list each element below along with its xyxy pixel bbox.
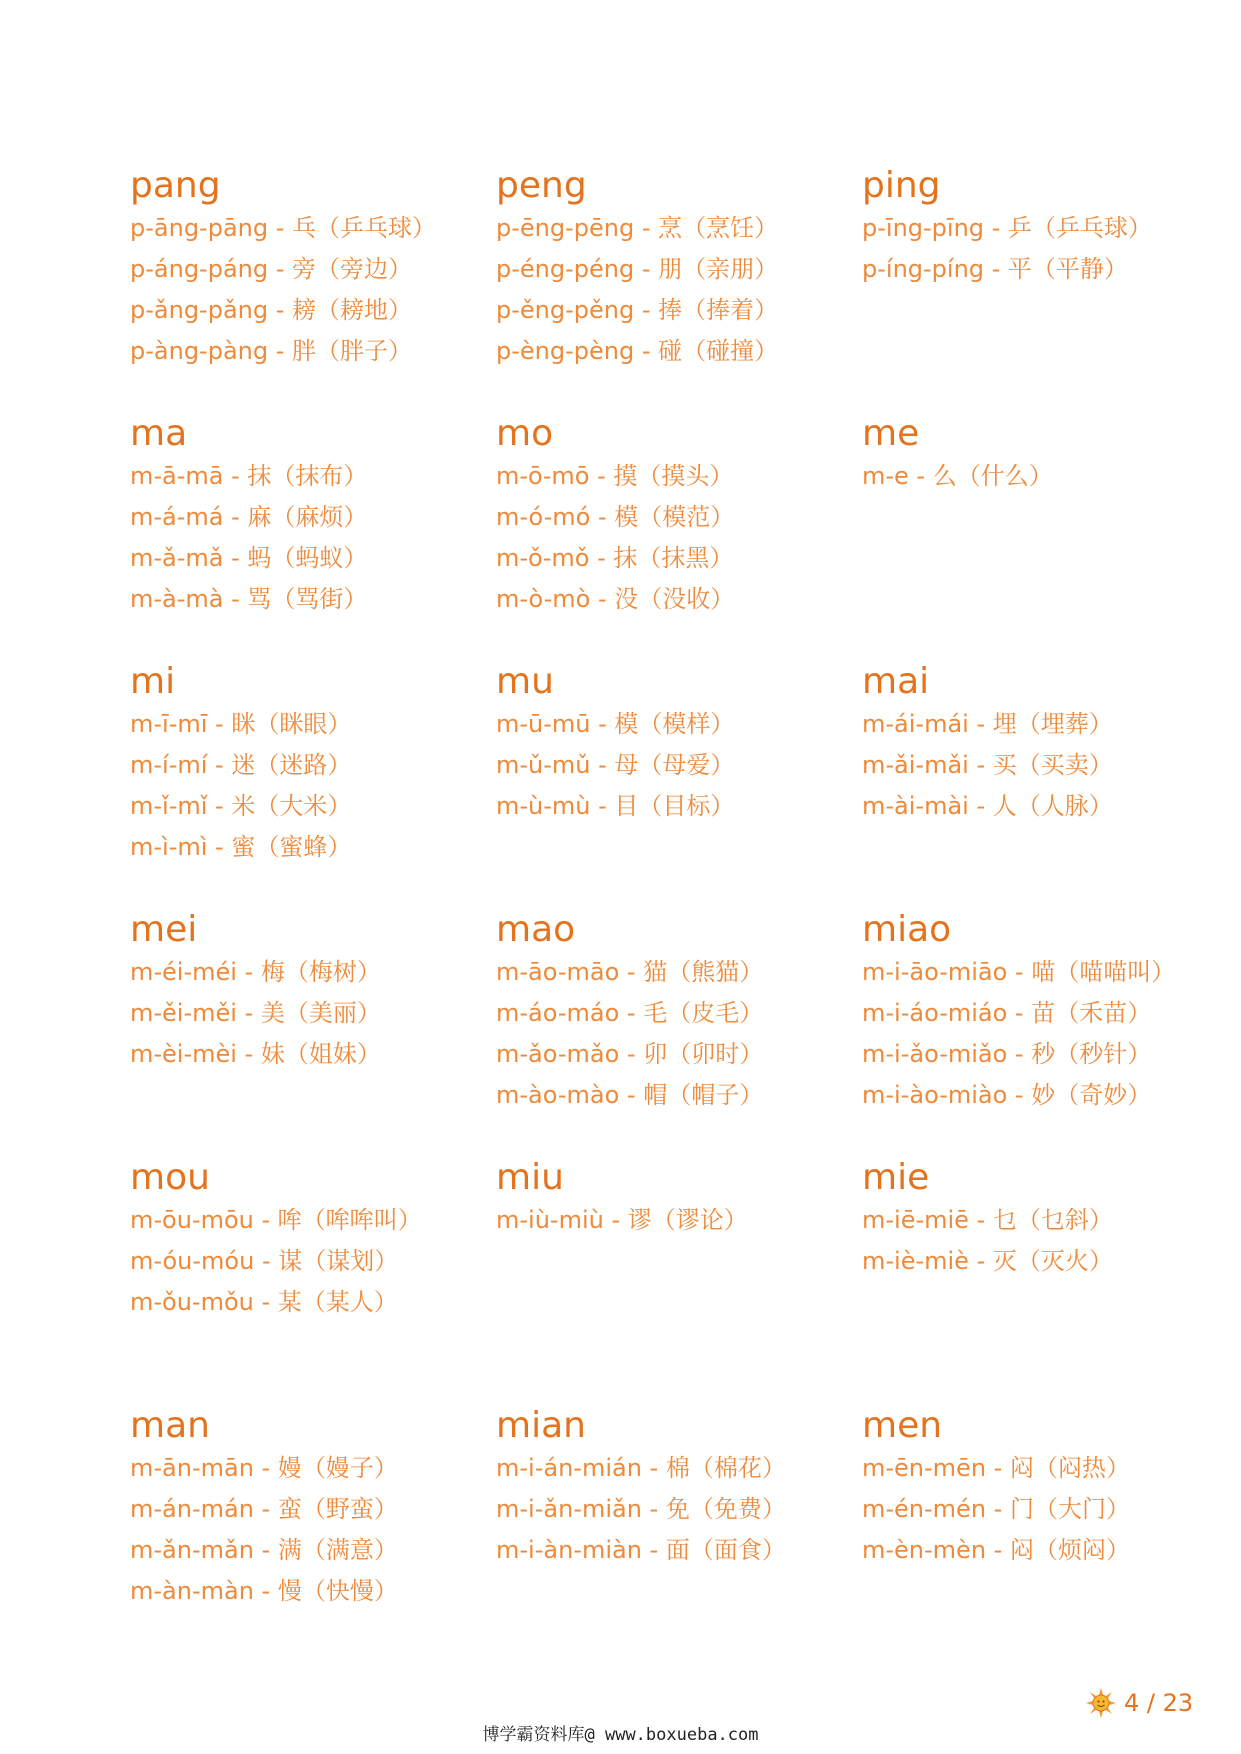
syllable-heading: mi [130, 661, 176, 702]
syllable-group-mie [862, 1157, 1228, 1408]
syllable-grid [130, 165, 1228, 1656]
syllable-heading: mu [496, 661, 554, 702]
spelling-entry: m-iè-miè - 灭（灭火） [862, 1247, 1113, 1275]
spelling-entry: m-iē-miē - 乜（乜斜） [862, 1206, 1113, 1234]
page-number [1086, 1688, 1193, 1718]
syllable-heading: miu [496, 1157, 564, 1198]
spelling-entry: m-àn-màn - 慢（快慢） [130, 1577, 398, 1605]
spelling-entry: m-ò-mò - 没（没收） [496, 585, 735, 613]
syllable-group-mo [496, 413, 862, 664]
spelling-entry: m-ǒu-mǒu - 某（某人） [130, 1288, 398, 1316]
spelling-entry: m-ó-mó - 模（模范） [496, 503, 735, 531]
spelling-entry: m-ǒ-mǒ - 抹（抹黑） [496, 544, 734, 572]
spelling-entry: m-ěi-měi - 美（美丽） [130, 999, 381, 1027]
syllable-heading: me [862, 413, 920, 454]
spelling-entry: m-ā-mā - 抹（抹布） [130, 462, 368, 490]
syllable-heading: ping [862, 165, 941, 206]
syllable-group-mei [130, 909, 496, 1160]
spelling-entry: m-ōu-mōu - 哞（哞哞叫） [130, 1206, 422, 1234]
spelling-entry: m-i-ǎn-miǎn - 免（免费） [496, 1495, 786, 1523]
syllable-heading: mie [862, 1157, 930, 1198]
syllable-heading: mao [496, 909, 576, 950]
spelling-entry: m-ǎo-mǎo - 卯（卯时） [496, 1040, 764, 1068]
syllable-group-pang [130, 165, 496, 416]
spelling-entry: m-ǎn-mǎn - 满（满意） [130, 1536, 398, 1564]
syllable-group-ma [130, 413, 496, 664]
syllable-heading: men [862, 1405, 943, 1446]
syllable-heading: peng [496, 165, 587, 206]
spelling-entry: p-íng-píng - 平（平静） [862, 255, 1128, 283]
syllable-heading: ma [130, 413, 188, 454]
syllable-group-men [862, 1405, 1228, 1656]
syllable-heading: man [130, 1405, 210, 1446]
syllable-heading: mei [130, 909, 198, 950]
spelling-entry: m-ǎ-mǎ - 蚂（蚂蚁） [130, 544, 368, 572]
syllable-group-peng [496, 165, 862, 416]
spelling-entry: m-ān-mān - 嫚（嫚子） [130, 1454, 398, 1482]
spelling-entry: m-i-àn-miàn - 面（面食） [496, 1536, 786, 1564]
spelling-entry: m-i-āo-miāo - 喵（喵喵叫） [862, 958, 1176, 986]
syllable-group-mao [496, 909, 862, 1160]
spelling-entry: m-ǔ-mǔ - 母（母爱） [496, 751, 735, 779]
syllable-group-miao [862, 909, 1228, 1160]
spelling-entry: p-ǎng-pǎng - 耪（耪地） [130, 296, 413, 324]
syllable-group-mou [130, 1157, 496, 1408]
spelling-entry: m-èi-mèi - 妹（姐妹） [130, 1040, 381, 1068]
syllable-group-ping [862, 165, 1228, 416]
syllable-heading: mian [496, 1405, 586, 1446]
spelling-entry: m-ì-mì - 蜜（蜜蜂） [130, 833, 352, 861]
spelling-entry: m-ài-mài - 人（人脉） [862, 792, 1113, 820]
syllable-group-miu [496, 1157, 862, 1408]
sun-icon [1086, 1688, 1116, 1718]
syllable-group-mu [496, 661, 862, 912]
spelling-entry: m-èn-mèn - 闷（烦闷） [862, 1536, 1130, 1564]
spelling-entry: p-ēng-pēng - 烹（烹饪） [496, 214, 779, 242]
syllable-group-mi [130, 661, 496, 912]
spelling-entry: m-óu-móu - 谋（谋划） [130, 1247, 399, 1275]
spelling-entry: m-áo-máo - 毛（皮毛） [496, 999, 764, 1027]
spelling-entry: m-ō-mō - 摸（摸头） [496, 462, 734, 490]
spelling-entry: p-éng-péng - 朋（亲朋） [496, 255, 779, 283]
spelling-entry: m-ī-mī - 眯（眯眼） [130, 710, 352, 738]
spelling-entry: m-éi-méi - 梅（梅树） [130, 958, 381, 986]
spelling-entry: m-ēn-mēn - 闷（闷热） [862, 1454, 1130, 1482]
spelling-entry: m-ái-mái - 埋（埋葬） [862, 710, 1113, 738]
spelling-entry: m-ù-mù - 目（目标） [496, 792, 735, 820]
spelling-entry: p-āng-pāng - 乓（乒乓球） [130, 214, 437, 242]
syllable-group-man [130, 1405, 496, 1656]
spelling-entry: m-e - 么（什么） [862, 462, 1053, 490]
spelling-entry: m-i-ǎo-miǎo - 秒（秒针） [862, 1040, 1152, 1068]
spelling-entry: m-à-mà - 骂（骂街） [130, 585, 368, 613]
spelling-entry: m-á-má - 麻（麻烦） [130, 503, 368, 531]
spelling-entry: m-ū-mū - 模（模样） [496, 710, 735, 738]
spelling-entry: m-i-ào-miào - 妙（奇妙） [862, 1081, 1152, 1109]
spelling-entry: p-īng-pīng - 乒（乒乓球） [862, 214, 1152, 242]
spelling-entry: m-āo-māo - 猫（熊猫） [496, 958, 764, 986]
spelling-entry: p-áng-páng - 旁（旁边） [130, 255, 413, 283]
page-number-text: 4 / 23 [1124, 1689, 1194, 1717]
spelling-entry: m-ǐ-mǐ - 米（大米） [130, 792, 352, 820]
syllable-heading: mou [130, 1157, 210, 1198]
syllable-group-mian [496, 1405, 862, 1656]
syllable-heading: pang [130, 165, 221, 206]
spelling-entry: m-í-mí - 迷（迷路） [130, 751, 352, 779]
syllable-heading: miao [862, 909, 952, 950]
syllable-heading: mai [862, 661, 930, 702]
spelling-entry: m-ǎi-mǎi - 买（买卖） [862, 751, 1113, 779]
spelling-entry: m-án-mán - 蛮（野蛮） [130, 1495, 398, 1523]
footer-site: 博学霸资料库@ www.boxueba.com [482, 1725, 759, 1745]
spelling-entry: m-i-áo-miáo - 苗（禾苗） [862, 999, 1152, 1027]
spelling-entry: p-àng-pàng - 胖（胖子） [130, 337, 413, 365]
syllable-group-mai [862, 661, 1228, 912]
syllable-heading: mo [496, 413, 554, 454]
spelling-entry: m-i-án-mián - 棉（棉花） [496, 1454, 786, 1482]
spelling-entry: p-ěng-pěng - 捧（捧着） [496, 296, 779, 324]
spelling-entry: m-ào-mào - 帽（帽子） [496, 1081, 764, 1109]
spelling-entry: p-èng-pèng - 碰（碰撞） [496, 337, 779, 365]
syllable-group-me [862, 413, 1228, 664]
spelling-entry: m-én-mén - 门（大门） [862, 1495, 1130, 1523]
spelling-entry: m-iù-miù - 谬（谬论） [496, 1206, 748, 1234]
